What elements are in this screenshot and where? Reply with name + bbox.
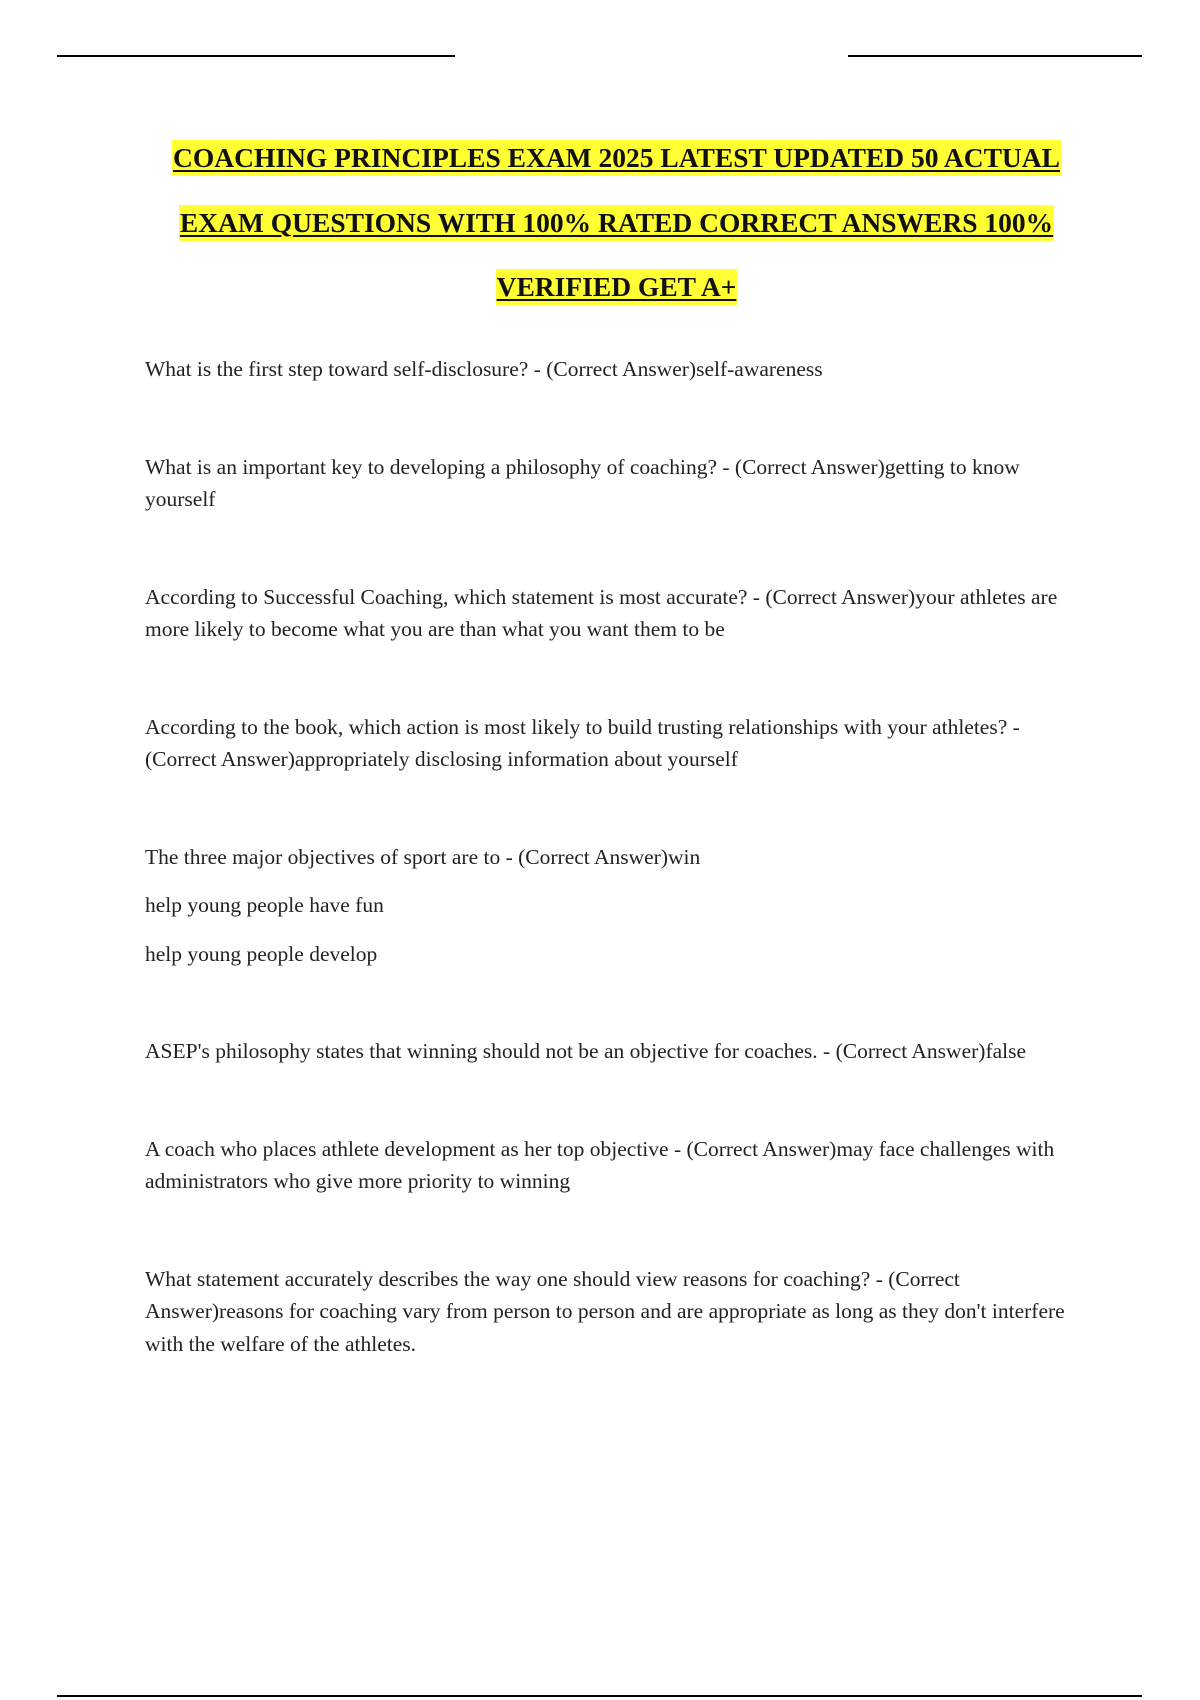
answer-marker: - (Correct Answer)	[145, 1266, 960, 1323]
answer-text: appropriately disclosing information about yourself	[294, 747, 738, 771]
answer-text: self-awareness	[696, 357, 823, 381]
qa-item	[145, 1263, 1080, 1361]
footer-rule	[57, 1695, 1142, 1697]
answer-text: false	[985, 1039, 1027, 1063]
document-title	[60, 140, 1173, 334]
answer-extra-line: help young people have fun	[145, 893, 384, 917]
question-text: What is the first step toward self-disclosure?	[145, 357, 529, 381]
question-text: What statement accurately describes the way one should view reasons for coaching?	[145, 1266, 871, 1291]
answer-text: may face challenges with administrators who give more priority to winning	[145, 1136, 1055, 1193]
question-text: According to Successful Coaching, which statement is most accurate?	[145, 584, 748, 609]
answer-text: your athletes are more likely to become what you are than what you want them to be	[145, 584, 1058, 641]
answer-extra-line: help young people develop	[145, 941, 378, 966]
question-text: According to the book, which action is most likely to build trusting relationships with your athletes?	[145, 714, 1008, 739]
question-text: ASEP's philosophy states that winning should not be an objective for coaches.	[145, 1039, 818, 1063]
answer-marker: - (Correct Answer)	[145, 714, 1020, 771]
answer-text: win	[667, 844, 701, 869]
qa-item	[145, 1035, 1080, 1068]
question-list	[145, 353, 1080, 1360]
title-line-1: COACHING PRINCIPLES EXAM 2025 LATEST UPDATED 50 ACTUAL	[172, 140, 1061, 176]
title-line-3: VERIFIED GET A+	[496, 269, 738, 305]
answer-marker: - (Correct Answer)	[817, 1039, 986, 1063]
answer-marker: - (Correct Answer)	[500, 844, 668, 869]
qa-item	[145, 581, 1080, 646]
header-rule-left	[57, 55, 455, 57]
question-text: What is an important key to developing a philosophy of coaching?	[145, 454, 717, 479]
answer-marker: - (Correct Answer)	[747, 584, 916, 609]
question-text: The three major objectives of sport are to	[145, 844, 501, 869]
answer-marker: - (Correct Answer)	[717, 454, 885, 479]
question-text: A coach who places athlete development as her top objective	[145, 1136, 669, 1161]
title-line-2: EXAM QUESTIONS WITH 100% RATED CORRECT ANSWERS 100%	[179, 205, 1054, 241]
qa-item	[145, 353, 1080, 386]
answer-marker: - (Correct Answer)	[528, 357, 697, 381]
answer-text: reasons for coaching vary from person to person and are appropriate as long as they don't interfere with the welfare of the athletes.	[145, 1299, 1065, 1356]
qa-item	[145, 451, 1080, 516]
qa-item	[145, 711, 1080, 776]
answer-text: getting to know yourself	[145, 454, 1020, 511]
qa-item	[145, 841, 1080, 971]
answer-marker: - (Correct Answer)	[668, 1136, 837, 1161]
header-rule-right	[848, 55, 1142, 57]
qa-item	[145, 1133, 1080, 1198]
